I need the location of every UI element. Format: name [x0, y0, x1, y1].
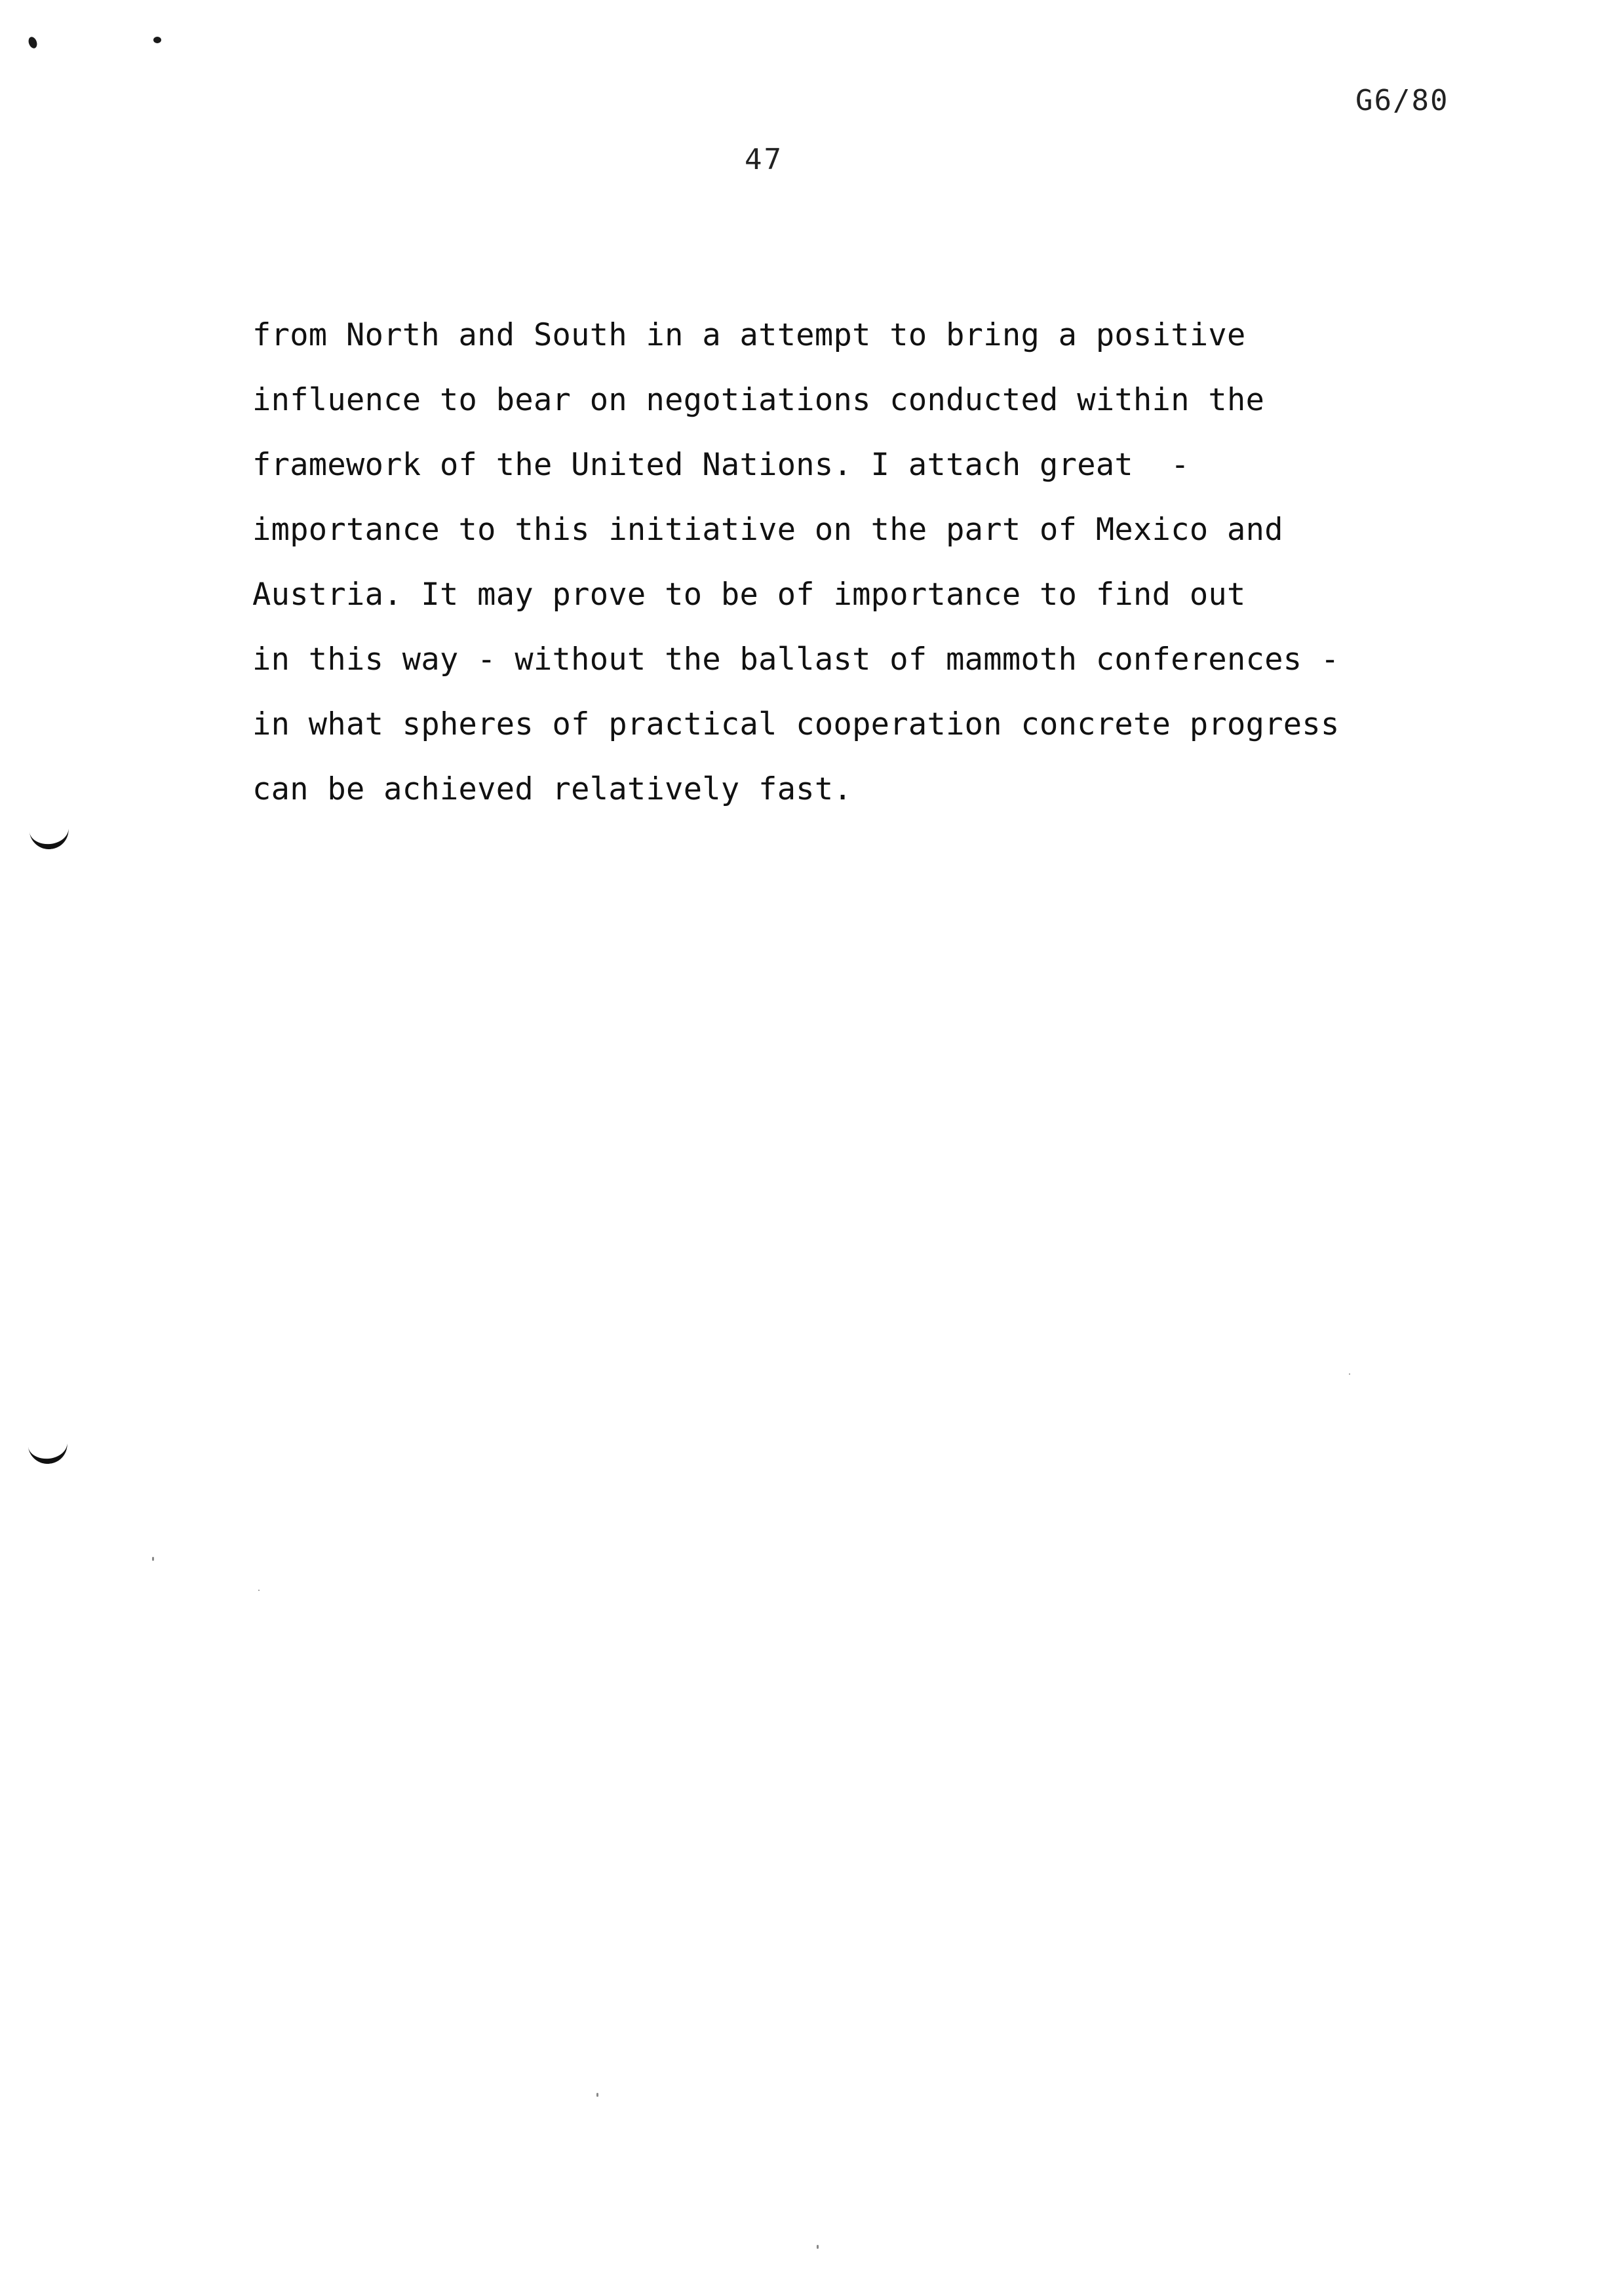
text-line: can be achieved relatively fast.	[252, 771, 853, 807]
scan-dot-mark	[27, 35, 38, 49]
text-line: importance to this initiative on the part of Mexico and	[252, 512, 1283, 548]
punch-hole-mark	[28, 1440, 69, 1466]
body-paragraph	[252, 303, 1419, 822]
text-line: framework of the United Nations. I attach great -	[252, 447, 1190, 483]
text-line: in this way - without the ballast of mammoth conferences -	[252, 641, 1340, 678]
page-number: 47	[745, 143, 783, 176]
text-line: influence to bear on negotiations conducted within the	[252, 382, 1265, 418]
scan-speck	[1349, 1373, 1350, 1375]
scan-speck	[258, 1590, 260, 1591]
scan-dot-mark	[153, 37, 161, 43]
text-line: Austria. It may prove to be of importance to find out	[252, 577, 1246, 613]
text-line: in what spheres of practical cooperation concrete progress	[252, 706, 1340, 742]
document-reference-code: G6/80	[1355, 84, 1449, 117]
scan-speck	[817, 2245, 819, 2249]
scan-speck	[152, 1557, 154, 1561]
text-line: from North and South in a attempt to bring a positive	[252, 317, 1246, 353]
scan-speck	[596, 2093, 598, 2097]
punch-hole-mark	[29, 825, 70, 851]
